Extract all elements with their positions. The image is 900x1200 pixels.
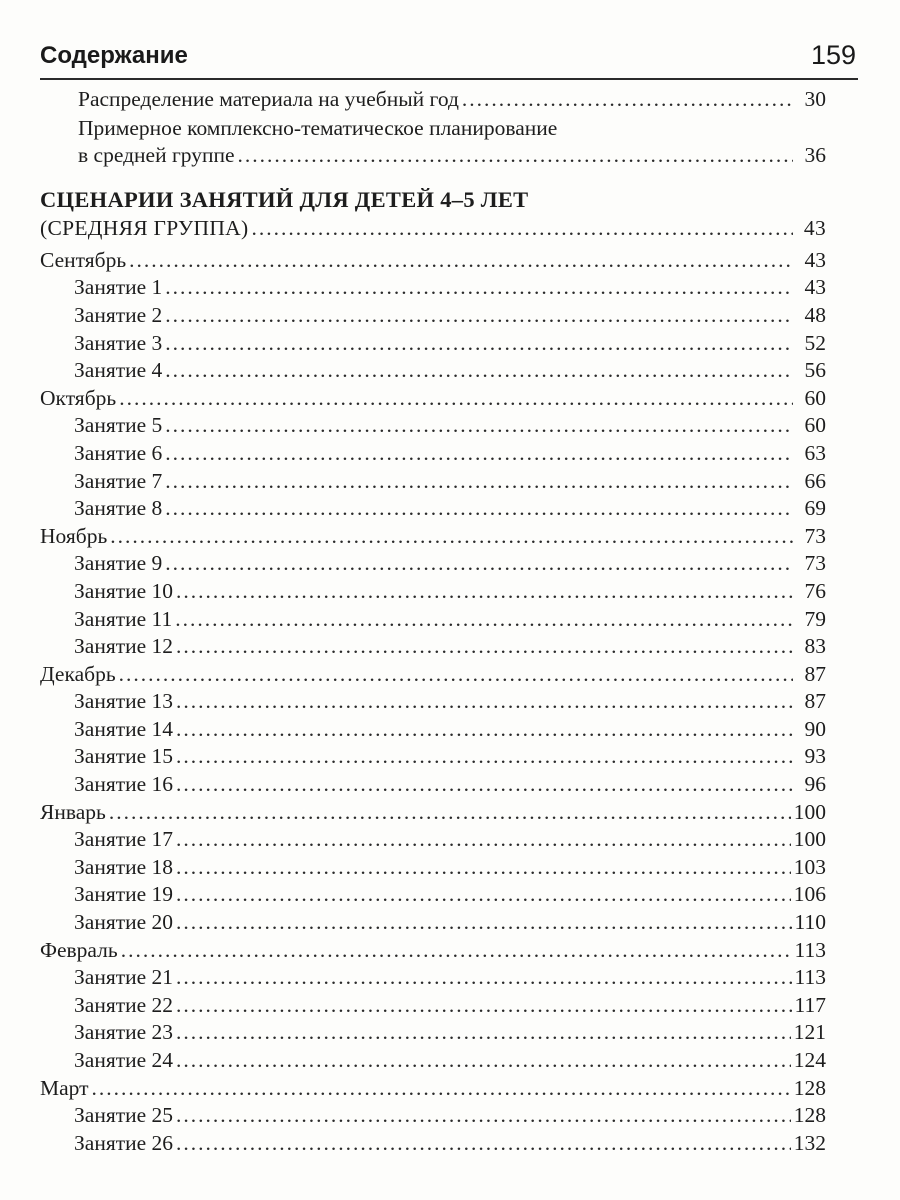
dot-leader bbox=[176, 826, 791, 854]
toc-entry-page: 128 bbox=[793, 1103, 826, 1128]
toc-lesson-entry[interactable] bbox=[40, 330, 826, 358]
toc-entry-page: 93 bbox=[804, 744, 826, 769]
dot-leader bbox=[176, 1130, 791, 1158]
toc-entry-page: 90 bbox=[804, 716, 826, 741]
lesson-label: Занятие 14 bbox=[74, 716, 174, 741]
toc-entry-page: 87 bbox=[804, 661, 826, 686]
month-label: Ноябрь bbox=[40, 523, 108, 548]
page-header bbox=[40, 38, 858, 80]
dot-leader bbox=[176, 854, 791, 882]
lesson-label: Занятие 15 bbox=[74, 744, 174, 769]
toc-entry-page: 132 bbox=[793, 1130, 826, 1155]
dot-leader bbox=[176, 1019, 791, 1047]
lesson-label: Занятие 16 bbox=[74, 772, 174, 797]
toc-month-entry[interactable] bbox=[40, 247, 826, 275]
toc-entry-page: 83 bbox=[804, 634, 826, 659]
toc-lesson-entry[interactable] bbox=[40, 357, 826, 385]
lesson-label: Занятие 2 bbox=[74, 302, 163, 327]
lesson-label: Занятие 26 bbox=[74, 1130, 174, 1155]
lesson-label: Занятие 19 bbox=[74, 882, 174, 907]
toc-entry-page: 52 bbox=[804, 330, 826, 355]
toc-entry-page: 113 bbox=[794, 965, 826, 990]
dot-leader bbox=[238, 142, 793, 170]
lesson-label: Занятие 7 bbox=[74, 468, 163, 493]
toc-entry-page: 113 bbox=[794, 937, 826, 962]
table-of-contents bbox=[40, 86, 826, 1157]
lesson-label: Занятие 6 bbox=[74, 440, 163, 465]
dot-leader bbox=[92, 1075, 791, 1103]
toc-entry-page: 100 bbox=[793, 827, 826, 852]
dot-leader bbox=[165, 302, 793, 330]
dot-leader bbox=[176, 633, 793, 661]
toc-entry-page: 103 bbox=[793, 854, 826, 879]
toc-entry-page: 36 bbox=[804, 142, 826, 167]
dot-leader bbox=[176, 688, 793, 716]
lesson-label: Занятие 4 bbox=[74, 358, 163, 383]
toc-entry-page: 43 bbox=[804, 247, 826, 272]
toc-entry-page: 73 bbox=[804, 551, 826, 576]
lesson-label: Занятие 13 bbox=[74, 689, 174, 714]
toc-month-entry[interactable] bbox=[40, 799, 826, 827]
page-number: 159 bbox=[810, 40, 856, 70]
dot-leader bbox=[121, 937, 792, 965]
toc-lesson-entry[interactable] bbox=[40, 495, 826, 523]
month-label: Январь bbox=[40, 799, 106, 824]
toc-entry-page: 73 bbox=[804, 523, 826, 548]
dot-leader bbox=[176, 881, 791, 909]
dot-leader bbox=[176, 743, 793, 771]
toc-lesson-entry[interactable] bbox=[40, 633, 826, 661]
dot-leader bbox=[110, 523, 793, 551]
lesson-label: Занятие 18 bbox=[74, 854, 174, 879]
toc-entry-page: 106 bbox=[793, 882, 826, 907]
toc-entry-page: 96 bbox=[804, 772, 826, 797]
dot-leader bbox=[175, 606, 793, 634]
dot-leader bbox=[165, 412, 793, 440]
toc-entry-label-line: Примерное комплексно-тематическое планирование bbox=[78, 115, 558, 140]
section-title: СЦЕНАРИИ ЗАНЯТИЙ ДЛЯ ДЕТЕЙ 4–5 ЛЕТ bbox=[40, 187, 529, 213]
toc-entry-page: 117 bbox=[794, 992, 826, 1017]
toc-lesson-entry[interactable] bbox=[40, 1019, 826, 1047]
dot-leader bbox=[165, 274, 793, 302]
dot-leader bbox=[165, 468, 793, 496]
toc-entry-page: 43 bbox=[804, 275, 826, 300]
toc-lesson-entry[interactable] bbox=[40, 302, 826, 330]
toc-lesson-entry[interactable] bbox=[40, 578, 826, 606]
toc-month-entry[interactable] bbox=[40, 661, 826, 689]
months-list bbox=[40, 247, 826, 1158]
toc-entry-label: в средней группе bbox=[78, 142, 235, 167]
toc-entry-page: 56 bbox=[804, 358, 826, 383]
toc-entry-page: 121 bbox=[793, 1020, 826, 1045]
toc-entry-page: 76 bbox=[804, 578, 826, 603]
toc-entry-page: 128 bbox=[793, 1075, 826, 1100]
toc-entry-page: 66 bbox=[804, 468, 826, 493]
toc-lesson-entry[interactable] bbox=[40, 964, 826, 992]
toc-lesson-entry[interactable] bbox=[40, 550, 826, 578]
toc-month-entry[interactable] bbox=[40, 385, 826, 413]
toc-lesson-entry[interactable] bbox=[40, 909, 826, 937]
month-label: Декабрь bbox=[40, 661, 116, 686]
lesson-label: Занятие 9 bbox=[74, 551, 163, 576]
toc-entry-page: 48 bbox=[804, 302, 826, 327]
lesson-label: Занятие 23 bbox=[74, 1020, 174, 1045]
lesson-label: Занятие 3 bbox=[74, 330, 163, 355]
lesson-label: Занятие 8 bbox=[74, 496, 163, 521]
dot-leader bbox=[165, 495, 793, 523]
dot-leader bbox=[176, 771, 793, 799]
toc-lesson-entry[interactable] bbox=[40, 1102, 826, 1130]
toc-entry-page: 69 bbox=[804, 496, 826, 521]
lesson-label: Занятие 25 bbox=[74, 1103, 174, 1128]
toc-lesson-entry[interactable] bbox=[40, 1130, 826, 1158]
toc-lesson-entry[interactable] bbox=[40, 826, 826, 854]
toc-month-entry[interactable] bbox=[40, 937, 826, 965]
month-label: Март bbox=[40, 1075, 89, 1100]
toc-entry-page: 60 bbox=[804, 413, 826, 438]
toc-entry-page: 79 bbox=[804, 606, 826, 631]
toc-lesson-entry[interactable] bbox=[40, 274, 826, 302]
toc-entry-label: Распределение материала на учебный год bbox=[78, 87, 459, 111]
dot-leader bbox=[462, 86, 793, 114]
dot-leader bbox=[176, 992, 792, 1020]
toc-entry[interactable] bbox=[40, 86, 826, 114]
toc-lesson-entry[interactable] bbox=[40, 606, 826, 634]
dot-leader bbox=[176, 716, 793, 744]
dot-leader bbox=[109, 799, 791, 827]
month-label: Февраль bbox=[40, 937, 118, 962]
toc-section-entry[interactable] bbox=[40, 215, 826, 243]
toc-entry-page: 63 bbox=[804, 440, 826, 465]
page-title: Содержание bbox=[40, 42, 188, 69]
dot-leader bbox=[165, 330, 793, 358]
lesson-label: Занятие 17 bbox=[74, 827, 174, 852]
toc-lesson-entry[interactable] bbox=[40, 743, 826, 771]
dot-leader bbox=[176, 909, 792, 937]
toc-lesson-entry[interactable] bbox=[40, 881, 826, 909]
lesson-label: Занятие 12 bbox=[74, 634, 174, 659]
lesson-label: Занятие 11 bbox=[74, 606, 173, 631]
lesson-label: Занятие 21 bbox=[74, 965, 174, 990]
toc-lesson-entry[interactable] bbox=[40, 468, 826, 496]
toc-entry-page: 100 bbox=[793, 799, 826, 824]
toc-entry-page: 124 bbox=[793, 1048, 826, 1072]
dot-leader bbox=[119, 661, 793, 689]
dot-leader bbox=[165, 357, 793, 385]
toc-lesson-entry[interactable] bbox=[40, 854, 826, 882]
dot-leader bbox=[129, 247, 793, 275]
lesson-label: Занятие 20 bbox=[74, 910, 174, 935]
lesson-label: Занятие 10 bbox=[74, 578, 174, 603]
lesson-label: Занятие 5 bbox=[74, 413, 163, 438]
toc-entry-page: 43 bbox=[803, 216, 826, 241]
section-subtitle: (СРЕДНЯЯ ГРУППА) bbox=[40, 216, 249, 241]
toc-entry-page: 60 bbox=[804, 385, 826, 410]
dot-leader bbox=[176, 1102, 791, 1130]
toc-month-entry[interactable] bbox=[40, 523, 826, 551]
toc-entry-page: 87 bbox=[804, 689, 826, 714]
toc-lesson-entry[interactable] bbox=[40, 412, 826, 440]
toc-entry-page: 30 bbox=[804, 87, 826, 111]
lesson-label: Занятие 1 bbox=[74, 275, 163, 300]
toc-entry-page: 110 bbox=[794, 910, 826, 935]
toc-month-entry[interactable] bbox=[40, 1075, 826, 1103]
month-label: Октябрь bbox=[40, 385, 117, 410]
toc-lesson-entry[interactable] bbox=[40, 771, 826, 799]
dot-leader bbox=[176, 578, 793, 606]
toc-lesson-entry[interactable] bbox=[40, 688, 826, 716]
dot-leader bbox=[165, 440, 793, 468]
dot-leader bbox=[119, 385, 793, 413]
toc-lesson-entry[interactable] bbox=[40, 992, 826, 1020]
toc-lesson-entry[interactable] bbox=[40, 716, 826, 744]
lesson-label: Занятие 22 bbox=[74, 992, 174, 1017]
toc-lesson-entry[interactable] bbox=[40, 440, 826, 468]
month-label: Сентябрь bbox=[40, 247, 127, 272]
dot-leader bbox=[165, 550, 793, 578]
lesson-label: Занятие 24 bbox=[74, 1048, 174, 1072]
toc-lesson-entry[interactable] bbox=[40, 1047, 826, 1075]
dot-leader bbox=[176, 964, 792, 992]
dot-leader bbox=[251, 215, 793, 243]
dot-leader bbox=[176, 1047, 791, 1075]
toc-entry[interactable] bbox=[40, 142, 826, 170]
